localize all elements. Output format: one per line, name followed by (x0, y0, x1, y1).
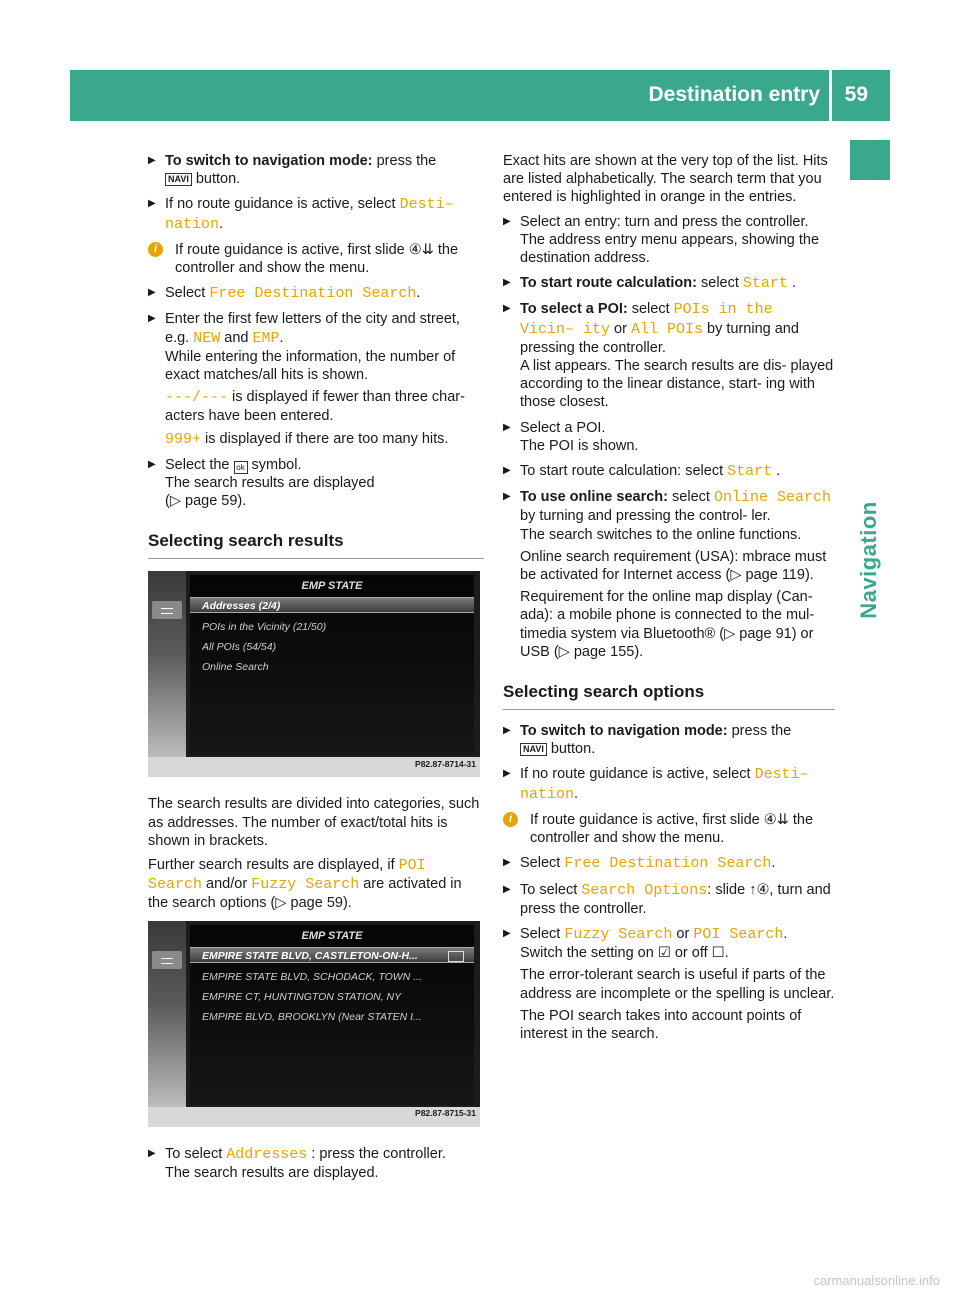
screen-row-pois-vicinity: POIs in the Vicinity (21/50) (202, 621, 327, 634)
figure-caption: P82.87-8715-31 (415, 1108, 476, 1119)
chapter-label: Navigation (856, 501, 881, 619)
step-navi-mode: ▶ To switch to navigation mode: press the NAVI button. (148, 152, 484, 188)
step-free-destination: ▶ Select Free Destination Search. (148, 284, 484, 303)
navi-button-icon: NAVI (165, 173, 192, 186)
step-start-route-2: ▶ To start route calculation: select Start . (503, 462, 835, 481)
info-icon: i (503, 812, 518, 827)
figure-caption: P82.87-8714-31 (415, 759, 476, 770)
section-title: Destination entry (648, 83, 820, 106)
watermark: carmanualsonline.info (813, 1273, 940, 1288)
info-note: i If route guidance is active, first slide ④⇊ the controller and show the menu. (148, 241, 484, 277)
chapter-tab (850, 140, 890, 180)
step-enter-letters: ▶ Enter the first few letters of the city and street, e.g. NEW and EMP. While entering the information, the number of exact matches/all hits is shown. ---/--- is displayed if fewer than three char- acters have been entered. 999+ is displayed if there are too many hits. (148, 310, 484, 448)
screen-row-online-search: Online Search (202, 661, 269, 674)
step-select-poi: ▶ To select a POI: select POIs in the Vicin– ity or All POIs by turning and pressing the controller. A list appears. The search results are dis- played according to the linear distance, start- ing with those closest. (503, 300, 835, 411)
screen-row-1: EMPIRE STATE BLVD, CASTLETON-ON-H... (190, 947, 474, 963)
step-free-destination-2: ▶ Select Free Destination Search. (503, 854, 835, 873)
screen-row-2: EMPIRE STATE BLVD, SCHODACK, TOWN ... (202, 970, 422, 983)
screen-row-addresses: Addresses (2/4) (190, 597, 474, 613)
header-divider (829, 70, 832, 121)
heading-search-options: Selecting search options (503, 681, 835, 710)
menu-tab-icon (152, 951, 182, 969)
menu-tab-icon (152, 601, 182, 619)
step-select-destination: ▶ If no route guidance is active, select Desti– nation. (148, 195, 484, 233)
step-search-options: ▶ To select Search Options: slide ↑④, turn and press the controller. (503, 881, 835, 918)
page-number: 59 (844, 83, 868, 106)
step-navi-mode-2: ▶ To switch to navigation mode: press the NAVI button. (503, 722, 835, 758)
step-select-destination-2: ▶ If no route guidance is active, select Desti– nation. (503, 765, 835, 803)
left-column (148, 152, 484, 1189)
page-header (70, 70, 890, 121)
info-note-2: i If route guidance is active, first slide ④⇊ the controller and show the menu. (503, 811, 835, 847)
step-select-addresses: ▶ To select Addresses : press the controller. The search results are displayed. (148, 1145, 484, 1182)
paragraph-categories: The search results are divided into categories, such as addresses. The number of exact/total hits is shown in brackets. (148, 796, 480, 849)
paragraph-further-results: Further search results are displayed, if POI Search and/or Fuzzy Search are activated in the search options (▷ page 59). (148, 857, 462, 912)
step-start-route: ▶ To start route calculation: select Start . (503, 274, 835, 293)
screen-row-all-pois: All POIs (54/54) (202, 641, 277, 654)
step-select-a-poi: ▶ Select a POI. The POI is shown. (503, 419, 835, 455)
screen-title: EMP STATE (301, 580, 363, 593)
screen-title: EMP STATE (301, 929, 363, 942)
step-select-entry: ▶ Select an entry: turn and press the controller. The address entry menu appears, showing the destination address. (503, 213, 835, 268)
step-online-search: ▶ To use online search: select Online Search by turning and pressing the control- ler. The search switches to the online functions. Online search requirement (USA): mbrace must be activated for Internet access (▷ page 119). Requirement for the online map display (Can- ada): a mobile phone is connected to the mul- timedia system via Bluetooth® (▷ page 91) or USB (▷ page 155). (503, 488, 835, 661)
heading-search-results: Selecting search results (148, 530, 484, 559)
info-icon: i (148, 242, 163, 257)
list-action-icon (448, 951, 464, 962)
screenshot-address-list (148, 921, 480, 1127)
right-column (503, 152, 835, 1050)
ok-icon: ok (234, 461, 248, 474)
paragraph-exact-hits: Exact hits are shown at the very top of the list. Hits are listed alphabetically. The search term that you entered is highlighted in orange in the entries. (503, 153, 828, 206)
step-select-ok: ▶ Select the ok symbol. The search results are displayed (▷ page 59). (148, 456, 484, 511)
screen-row-3: EMPIRE CT, HUNTINGTON STATION, NY (202, 990, 402, 1003)
step-fuzzy-poi: ▶ Select Fuzzy Search or POI Search. Switch the setting on ☑ or off ☐. The error-tolerant search is useful if parts of the address are incomplete or the spelling is unclear. The POI search takes into account points of interest in the search. (503, 925, 835, 1043)
screenshot-search-results (148, 571, 480, 777)
screen-row-4: EMPIRE BLVD, BROOKLYN (Near STATEN I... (202, 1010, 422, 1023)
navi-button-icon: NAVI (520, 743, 547, 756)
